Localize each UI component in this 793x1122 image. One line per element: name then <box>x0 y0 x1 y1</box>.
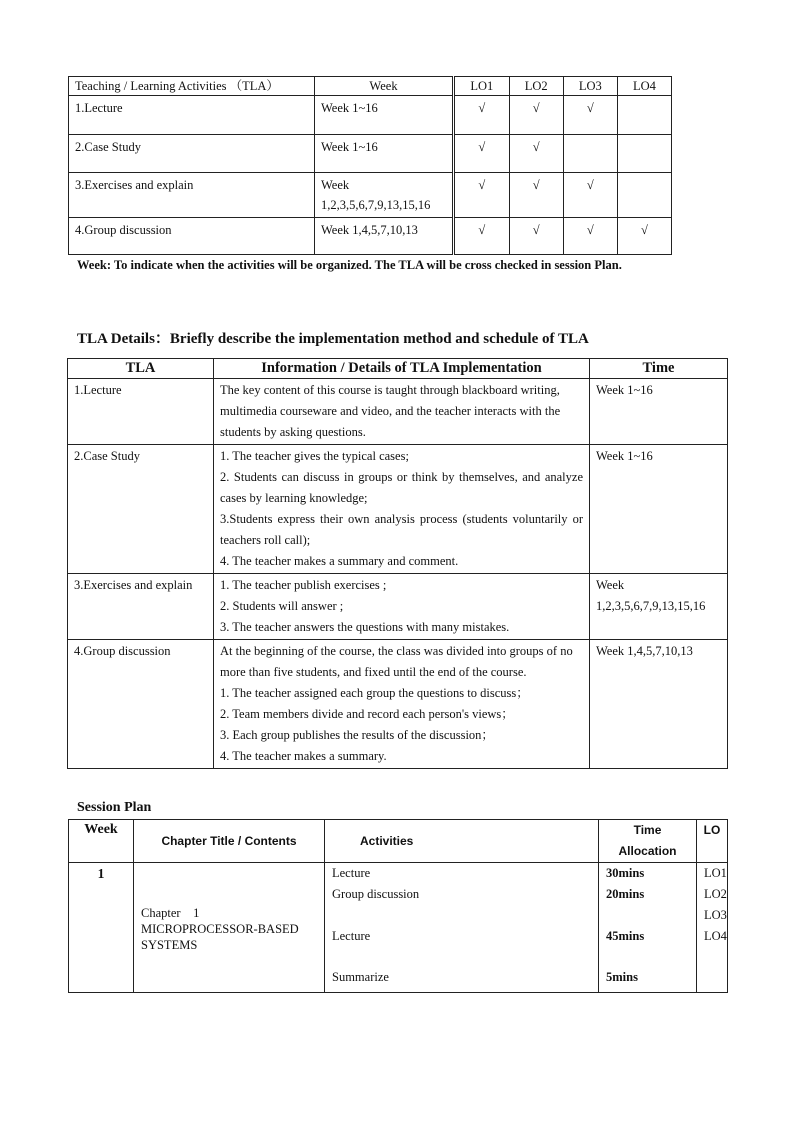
header-chapter: Chapter Title / Contents <box>134 820 325 863</box>
info-line: 4. The teacher makes a summary and comment. <box>220 554 459 568</box>
check-mark <box>617 96 671 135</box>
check-mark <box>563 135 617 173</box>
time-cell: Week 1~16 <box>590 445 728 574</box>
check-mark: √ <box>509 173 563 218</box>
activity-cell: 2.Case Study <box>69 135 315 173</box>
header-time-allocation <box>599 820 697 863</box>
info-line: 3.Students express their own analysis process (students voluntarily or teachers roll call); <box>220 512 583 547</box>
check-mark: √ <box>563 173 617 218</box>
info-line: 1. The teacher assigned each group the questions to discuss； <box>220 686 529 700</box>
chapter-cell <box>134 863 325 993</box>
table-row <box>69 135 672 173</box>
session-plan-heading: Session Plan <box>77 800 152 815</box>
header-info: Information / Details of TLA Implementation <box>214 359 590 379</box>
header-time: Time <box>590 359 728 379</box>
activity-cell: 4.Group discussion <box>69 218 315 255</box>
table-row <box>69 96 672 135</box>
activities-cell <box>325 863 599 993</box>
tla-cell: 3.Exercises and explain <box>68 574 214 640</box>
header-lo1: LO1 <box>454 77 510 96</box>
activity-item: Lecture <box>332 866 371 880</box>
info-cell <box>214 574 590 640</box>
week-line: 1,2,3,5,6,7,9,13,15,16 <box>321 198 431 212</box>
info-line: At the beginning of the course, the class was divided into groups of no more than five students, and fixed until the end of the course. <box>220 644 573 679</box>
header-lo2: LO2 <box>509 77 563 96</box>
time-cell: Week 1,4,5,7,10,13 <box>590 640 728 769</box>
info-cell <box>214 445 590 574</box>
header-lo: LO <box>697 820 728 863</box>
table-row <box>68 640 728 769</box>
time-item: 5mins <box>606 970 638 984</box>
lo-cell <box>697 863 728 993</box>
table-header-row <box>69 77 672 96</box>
time-cell <box>590 574 728 640</box>
week-cell: Week 1,4,5,7,10,13 <box>315 218 454 255</box>
tla-cell: 4.Group discussion <box>68 640 214 769</box>
time-cell: Week 1~16 <box>590 379 728 445</box>
header-time-line: Time <box>633 823 662 837</box>
time-item: 20mins <box>606 887 645 901</box>
time-item: 45mins <box>606 929 645 943</box>
chapter-line: Chapter 1 <box>141 906 200 920</box>
check-mark: √ <box>454 173 510 218</box>
check-mark: √ <box>563 96 617 135</box>
info-line: 4. The teacher makes a summary. <box>220 749 387 763</box>
header-activity: Teaching / Learning Activities （TLA） <box>69 77 315 96</box>
week-cell: Week 1~16 <box>315 96 454 135</box>
tla-details-heading: TLA Details：Briefly describe the implementation method and schedule of TLA <box>77 331 589 347</box>
time-item: 30mins <box>606 866 645 880</box>
tla-summary-table <box>68 76 672 255</box>
check-mark: √ <box>454 96 510 135</box>
week-cell <box>315 173 454 218</box>
session-plan-table <box>68 819 728 993</box>
tla-cell: 1.Lecture <box>68 379 214 445</box>
check-mark: √ <box>509 218 563 255</box>
chapter-title <box>141 905 299 953</box>
header-time-line: Allocation <box>618 844 677 858</box>
week-number: 1 <box>69 863 134 993</box>
table-header-row <box>69 820 728 863</box>
activity-item: Summarize <box>332 970 389 984</box>
info-line: 2. Students can discuss in groups or think by themselves, and analyze cases by learning knowledge; <box>220 470 583 505</box>
activity-cell: 3.Exercises and explain <box>69 173 315 218</box>
time-cell <box>599 863 697 993</box>
time-line: Week <box>596 578 625 592</box>
week-cell: Week 1~16 <box>315 135 454 173</box>
lo-item: LO1 <box>704 866 727 880</box>
chapter-line: MICROPROCESSOR-BASED <box>141 922 299 936</box>
check-mark <box>617 135 671 173</box>
activity-item: Lecture <box>332 929 371 943</box>
header-week: Week <box>315 77 454 96</box>
info-cell <box>214 640 590 769</box>
header-tla: TLA <box>68 359 214 379</box>
info-line: 1. The teacher gives the typical cases; <box>220 449 409 463</box>
check-mark <box>617 173 671 218</box>
table-row <box>68 379 728 445</box>
info-line: 2. Students will answer ; <box>220 599 344 613</box>
lo-item: LO4 <box>704 929 727 943</box>
table-row <box>69 863 728 993</box>
activity-item: Group discussion <box>332 887 420 901</box>
info-line: 1. The teacher publish exercises ; <box>220 578 387 592</box>
check-mark: √ <box>617 218 671 255</box>
check-mark: √ <box>563 218 617 255</box>
header-lo3: LO3 <box>563 77 617 96</box>
table-row <box>68 445 728 574</box>
header-activities: Activities <box>325 820 599 863</box>
tla-details-table <box>67 358 728 769</box>
lo-item: LO2 <box>704 887 727 901</box>
table-row <box>68 574 728 640</box>
table-header-row <box>68 359 728 379</box>
info-line: 3. The teacher answers the questions with many mistakes. <box>220 620 510 634</box>
info-cell: The key content of this course is taught through blackboard writing, multimedia courseware and video, and the teacher interacts with the students by asking questions. <box>214 379 590 445</box>
week-note: Week: To indicate when the activities will be organized. The TLA will be cross checked in session Plan. <box>77 258 622 272</box>
check-mark: √ <box>509 135 563 173</box>
table-row <box>69 173 672 218</box>
table-row <box>69 218 672 255</box>
info-line: 3. Each group publishes the results of the discussion； <box>220 728 494 742</box>
tla-cell: 2.Case Study <box>68 445 214 574</box>
time-line: 1,2,3,5,6,7,9,13,15,16 <box>596 599 706 613</box>
week-line: Week <box>321 178 350 192</box>
chapter-line: SYSTEMS <box>141 938 198 952</box>
check-mark: √ <box>454 218 510 255</box>
header-lo4: LO4 <box>617 77 671 96</box>
activity-cell: 1.Lecture <box>69 96 315 135</box>
info-line: 2. Team members divide and record each person's views； <box>220 707 514 721</box>
lo-item: LO3 <box>704 908 727 922</box>
header-week: Week <box>69 820 134 863</box>
check-mark: √ <box>454 135 510 173</box>
check-mark: √ <box>509 96 563 135</box>
